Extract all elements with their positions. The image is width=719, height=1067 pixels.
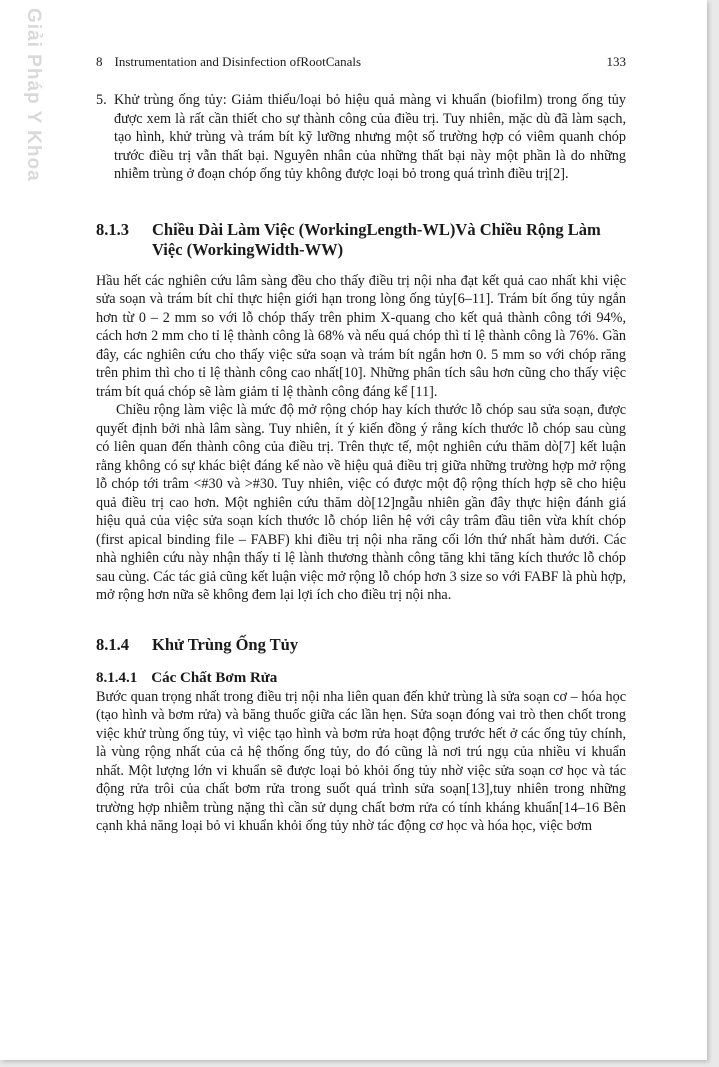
- subsection-title: Các Chất Bơm Rửa: [151, 669, 278, 686]
- list-item-5: [96, 91, 626, 184]
- watermark: Giải Pháp Y Khoa: [23, 8, 44, 182]
- section-title: Chiều Dài Làm Việc (WorkingLength-WL)Và Chiều Rộng Làm Việc (WorkingWidth-WW): [152, 219, 601, 259]
- chapter-number: 8: [96, 54, 103, 69]
- chapter-title: Instrumentation and Disinfection ofRootCanals: [114, 54, 362, 69]
- section-heading-8-1-3: [96, 220, 626, 260]
- section-number: 8.1.3: [96, 219, 129, 239]
- subsection-heading-8-1-4-1: [96, 669, 626, 688]
- section-heading-8-1-4: [96, 635, 626, 655]
- paragraph: Hầu hết các nghiên cứu lâm sàng đều cho thấy điều trị nội nha đạt kết quả cao nhất khi việc sửa soạn và trám bít chỉ thực hiện giới hạn trong lòng ống tủy[6–11]. Trám bít ống tủy ngắn hơn từ 0 – 2 mm so với lỗ chóp thấy trên phim X-quang cho kết quả thành công tới 94%, cách hơn 2 mm cho tỉ lệ thành công là 68% và nếu quá chóp thì tỉ lệ thành công là 76%. Gần đây, các nghiên cứu cho thấy việc sửa soạn và trám bít ngắn hơn 0. 5 mm so với chóp răng trên phim thì cho tỉ lệ thành công cao nhất[10]. Những phân tích sâu hơn cũng cho thấy việc trám bít quá chóp sẽ làm giảm tỉ lệ thành công đáng kể [11].: [96, 272, 626, 400]
- paragraph: Chiều rộng làm việc là mức độ mở rộng chóp hay kích thước lỗ chóp sau sửa soạn, được quyết định bởi nhà lâm sàng. Tuy nhiên, ít ý kiến đồng ý rằng kích thước lỗ chóp sau cùng có liên quan đến thành công của điều trị. Trên thực tế, một nghiên cứu thăm dò[7] kết luận rằng không có sự khác biệt đáng kể nào về hiệu quả điều trị giữa những trường hợp mở rộng lỗ chóp tới trâm <#30 và >#30. Tuy nhiên, việc có được một độ rộng thích hợp sẽ cho hiệu quả điều trị cao hơn. Một nghiên cứu thăm dò[12]ngẫu nhiên gần đây thực hiện đánh giá hiệu quả của việc sửa soạn kích thước lỗ chóp liên hệ với cây trâm đầu tiên vừa khít chóp (first apical binding file – FABF) khi điều trị nội nha răng cối lớn thứ nhất hàm dưới. Các nhà nghiên cứu này nhận thấy tỉ lệ lành thương thành công tăng khi tăng kích thước lỗ chóp sau cùng. Các tác giả cũng kết luận việc mở rộng lỗ chóp hơn 3 size so với FABF là phù hợp, mở rộng hơn nữa sẽ không đem lại lợi ích cho điều trị nội nha.: [96, 402, 626, 603]
- running-header: [96, 53, 626, 71]
- page-number: 133: [606, 54, 626, 69]
- section-title: Khử Trùng Ống Tủy: [152, 634, 299, 654]
- paragraph: Bước quan trọng nhất trong điều trị nội nha liên quan đến khử trùng là sửa soạn cơ – hóa học (tạo hình và bơm rửa) và băng thuốc giữa các lần hẹn. Sửa soạn đóng vai trò then chốt trong việc khử trùng ống tủy, vì việc tạo hình và bơm rửa hoạt động trước hết ở các ống tủy chính, là vùng rộng nhất của cả hệ thống ống tủy, do đó cũng là nơi trú ngụ của nhiều vi khuẩn nhất. Một lượng lớn vi khuẩn sẽ được loại bỏ khỏi ống tủy nhờ việc sửa soạn cơ học và tác động rửa trôi của chất bơm rửa trong suốt quá trình sửa soạn[13],tuy nhiên trong những trường hợp nhiễm trùng nặng thì cần sử dụng chất bơm rửa có tính kháng khuẩn[14–16 Bên cạnh khả năng loại bỏ vi khuẩn khỏi ống tủy nhờ tác động cơ học và hóa học, việc bơm: [96, 688, 626, 834]
- list-item-number: 5.: [96, 92, 107, 108]
- section-number: 8.1.4: [96, 634, 129, 654]
- page-content: [96, 91, 626, 836]
- section-body-8-1-3: [96, 272, 626, 605]
- list-item-text: Khử trùng ống tủy: Giảm thiểu/loại bỏ hiệu quả màng vi khuẩn (biofilm) trong ống tủy được xem là rất cần thiết cho sự thành công của điều trị. Tuy nhiên, mặc dù đã làm sạch, tạo hình, khử trùng và trám bít kỹ lưỡng nhưng một số trường hợp có viêm quanh chóp trước điều trị vẫn thất bại. Nguyên nhân của những thất bại này một phần là do những nhiễm trùng ở đoạn chóp ống tủy không được loại bỏ trong quá trình điều trị[2].: [114, 92, 626, 182]
- subsection-number: 8.1.4.1: [96, 669, 138, 686]
- header-left: [96, 53, 373, 71]
